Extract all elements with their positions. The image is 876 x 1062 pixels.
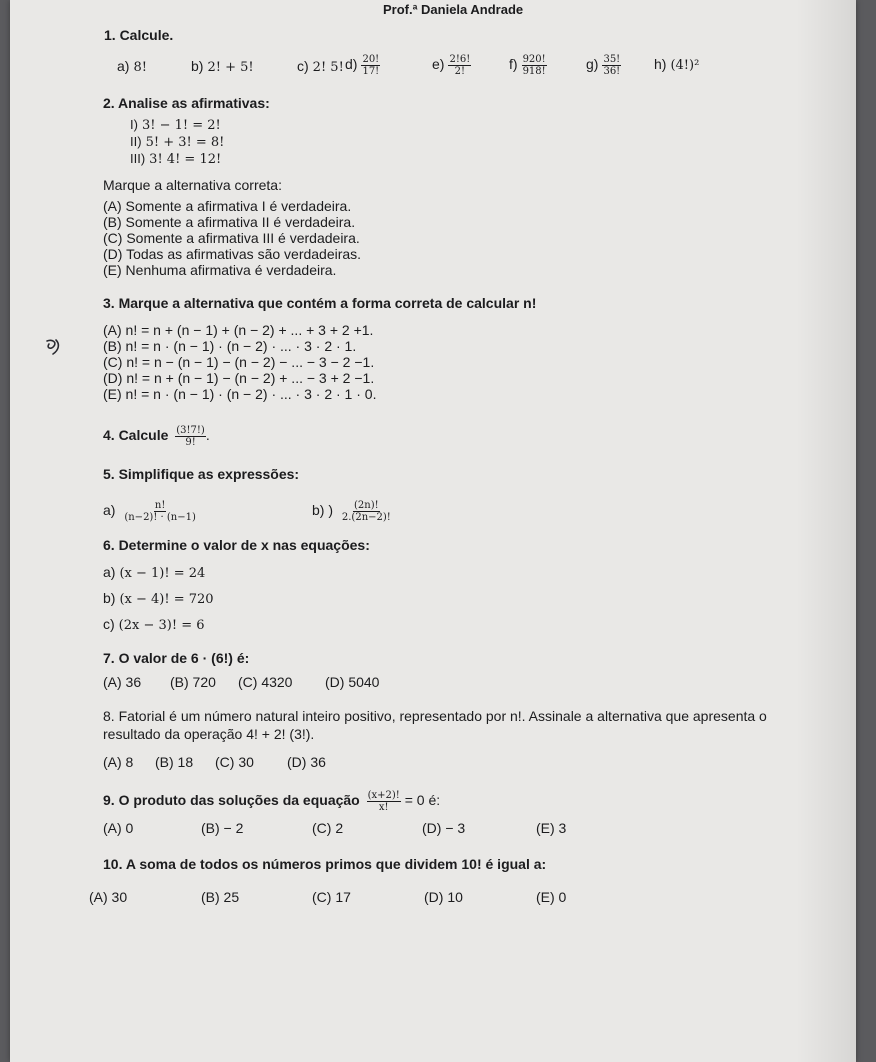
q7-title: 7. O valor de 6 · (6!) é: <box>103 650 250 666</box>
teacher-name: Prof.ª Daniela Andrade <box>383 2 524 17</box>
q2-statement-1: I) 3! − 1! = 2! <box>130 117 221 133</box>
q7-option-c[interactable]: (C) 4320 <box>238 674 293 690</box>
q8-text-line1: 8. Fatorial é um número natural inteiro positivo, representado por n!. Assinale a alternativa que apresenta o <box>103 708 767 724</box>
q10-title: 10. A soma de todos os números primos que dividem 10! é igual a: <box>103 856 547 872</box>
q6-item-a: a) (x − 1)! = 24 <box>103 564 206 581</box>
q5-item-b: b) ) $\frac{(2n)!}{2.(2n-2)!}$ <box>312 500 391 523</box>
q9-option-a[interactable]: (A) 0 <box>103 820 134 836</box>
q6-item-c: c) (2x − 3)! = 6 <box>103 616 205 633</box>
q3-option-c[interactable]: (C) n! = n − (n − 1) − (n − 2) − ... − 3 − 2 −1. <box>103 354 375 370</box>
q9-option-b[interactable]: (B) − 2 <box>201 820 244 836</box>
q10-option-c[interactable]: (C) 17 <box>312 889 351 905</box>
q9-option-d[interactable]: (D) − 3 <box>422 820 466 836</box>
q1-item-b: b) 2! + 5! <box>191 58 254 75</box>
q8-option-b[interactable]: (B) 18 <box>155 754 194 770</box>
q3-option-a[interactable]: (A) n! = n + (n − 1) + (n − 2) + ... + 3 + 2 +1. <box>103 322 374 338</box>
q1-item-g: g) $\frac{35!}{36!}$ <box>586 54 621 77</box>
q8-option-c[interactable]: (C) 30 <box>215 754 254 770</box>
q2-statement-3: III) 3! 4! = 12! <box>130 151 222 167</box>
q8-option-d[interactable]: (D) 36 <box>287 754 326 770</box>
q3-option-d[interactable]: (D) n! = n + (n − 1) − (n − 2) + ... − 3 + 2 −1. <box>103 370 375 386</box>
q7-option-a[interactable]: (A) 36 <box>103 674 142 690</box>
q2-option-c[interactable]: (C) Somente a afirmativa III é verdadeira. <box>103 230 360 246</box>
q2-option-a[interactable]: (A) Somente a afirmativa I é verdadeira. <box>103 198 352 214</box>
q5-item-a: a) $\frac{n!}{(n-2)! \cdot (n-1)}$ <box>103 500 196 523</box>
page-shadow <box>796 0 856 1062</box>
q2-prompt: Marque a alternativa correta: <box>103 177 282 193</box>
pen-mark-icon <box>44 338 64 356</box>
q6-item-b: b) (x − 4)! = 720 <box>103 590 214 607</box>
q5-title: 5. Simplifique as expressões: <box>103 466 300 482</box>
q8-option-a[interactable]: (A) 8 <box>103 754 134 770</box>
q10-option-a[interactable]: (A) 30 <box>89 889 128 905</box>
q9-option-e[interactable]: (E) 3 <box>536 820 567 836</box>
q10-option-b[interactable]: (B) 25 <box>201 889 240 905</box>
q1-item-c: c) 2! 5! <box>297 58 344 75</box>
q2-title: 2. Analise as afirmativas: <box>103 95 270 111</box>
q2-option-b[interactable]: (B) Somente a afirmativa II é verdadeira. <box>103 214 356 230</box>
q3-option-e[interactable]: (E) n! = n · (n − 1) · (n − 2) · ... · 3 · 2 · 1 · 0. <box>103 386 377 402</box>
q2-option-d[interactable]: (D) Todas as afirmativas são verdadeiras. <box>103 246 362 262</box>
q1-item-a: a) 8! <box>117 58 147 75</box>
q1-item-f: f) $\frac{920!}{918!}$ <box>509 54 546 77</box>
q3-title: 3. Marque a alternativa que contém a forma correta de calcular n! <box>103 295 537 311</box>
q3-option-b[interactable]: (B) n! = n · (n − 1) · (n − 2) · ... · 3 · 2 · 1. <box>103 338 357 354</box>
q7-option-d[interactable]: (D) 5040 <box>325 674 380 690</box>
q9-option-c[interactable]: (C) 2 <box>312 820 344 836</box>
q1-title: 1. Calcule. <box>104 27 174 43</box>
q2-statement-2: II) 5! + 3! = 8! <box>130 134 225 150</box>
q1-item-e: e) $\frac{2!6!}{2!}$ <box>432 54 471 77</box>
q8-text-line2: resultado da operação 4! + 2! (3!). <box>103 726 315 742</box>
q6-title: 6. Determine o valor de x nas equações: <box>103 537 370 553</box>
q4-denominator: 9! <box>185 437 196 448</box>
q4: 4. Calcule $\frac{(3!7!)}{9!}$ . <box>103 425 210 448</box>
q2-option-e[interactable]: (E) Nenhuma afirmativa é verdadeira. <box>103 262 337 278</box>
q10-option-d[interactable]: (D) 10 <box>424 889 463 905</box>
q1-item-h: h) (4!)² <box>654 56 700 73</box>
q4-numerator: (3!7!) <box>176 425 205 436</box>
q7-option-b[interactable]: (B) 720 <box>170 674 216 690</box>
q1-item-d: d) $\frac{20!}{17!}$ <box>345 54 380 77</box>
q10-option-e[interactable]: (E) 0 <box>536 889 567 905</box>
q9: 9. O produto das soluções da equação $\frac{(x+2)!}{x!}$ = 0 é: <box>103 790 441 813</box>
